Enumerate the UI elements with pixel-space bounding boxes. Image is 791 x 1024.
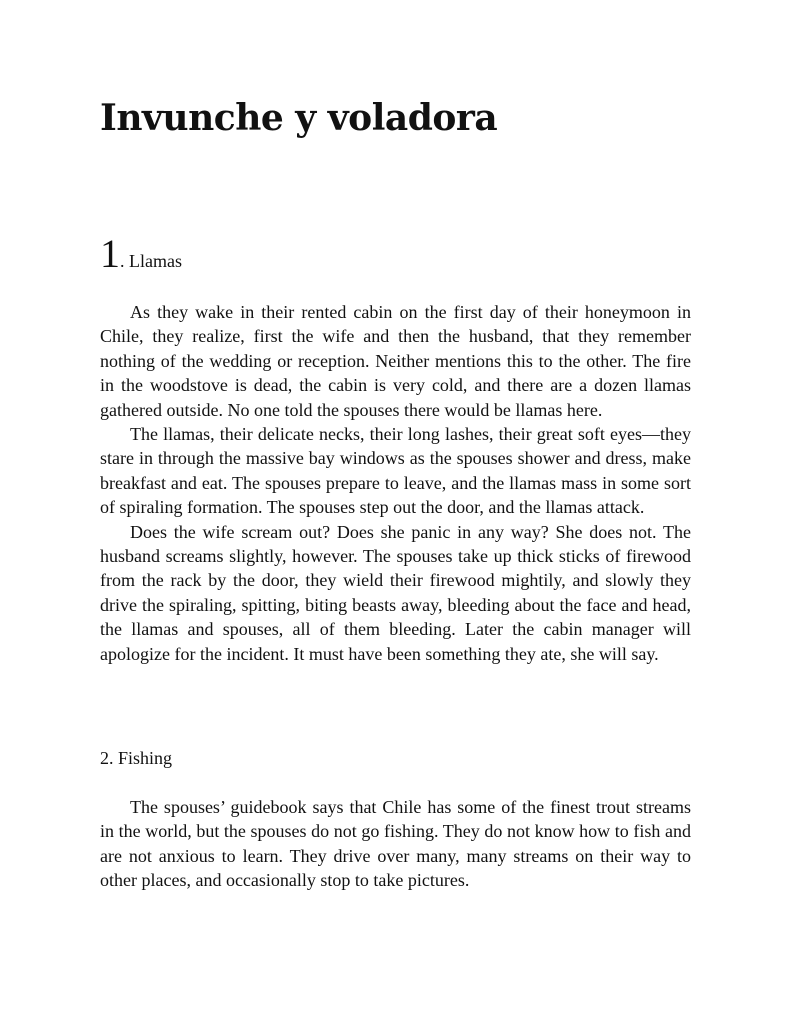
paragraph: As they wake in their rented cabin on the first day of their honeymoon in Chile, they realize, first the wife and then the husband, that they remember nothing of the wedding or reception. Neither mentions this to the other. The fire in the woodstove is dead, the cabin is very cold, and there are a dozen llamas gathered outside. No one told the spouses there would be llamas here. xyxy=(100,302,691,420)
section-heading-llamas xyxy=(100,230,182,278)
section-number: 1 xyxy=(100,231,120,276)
section-body-llamas xyxy=(100,300,691,666)
section-body-fishing xyxy=(100,795,691,893)
paragraph: Does the wife scream out? Does she panic in any way? She does not. The husband screams slightly, however. The spouses take up thick sticks of firewood from the rack by the door, they wield their firewood mightily, and slowly they drive the spiraling, spitting, biting beasts away, bleeding about the face and head, the llamas and spouses, all of them bleeding. Later the cabin manager will apologize for the incident. It must have been something they ate, she will say. xyxy=(100,521,691,664)
paragraph: The llamas, their delicate necks, their long lashes, their great soft eyes—they stare in through the massive bay windows as the spouses shower and dress, make breakfast and eat. The spouses prepare to leave, and the llamas mass in some sort of spiraling formation. The spouses step out the door, and the llamas attack. xyxy=(100,424,691,518)
section-heading-fishing: 2. Fishing xyxy=(100,748,173,768)
section-title: . Llamas xyxy=(120,251,182,271)
page-title: Invunche y voladora xyxy=(100,97,498,139)
paragraph: The spouses’ guidebook says that Chile has some of the finest trout streams in the world, but the spouses do not go fishing. They do not know how to fish and are not anxious to learn. They drive over many, many streams on their way to other places, and occasionally stop to take pictures. xyxy=(100,797,691,891)
